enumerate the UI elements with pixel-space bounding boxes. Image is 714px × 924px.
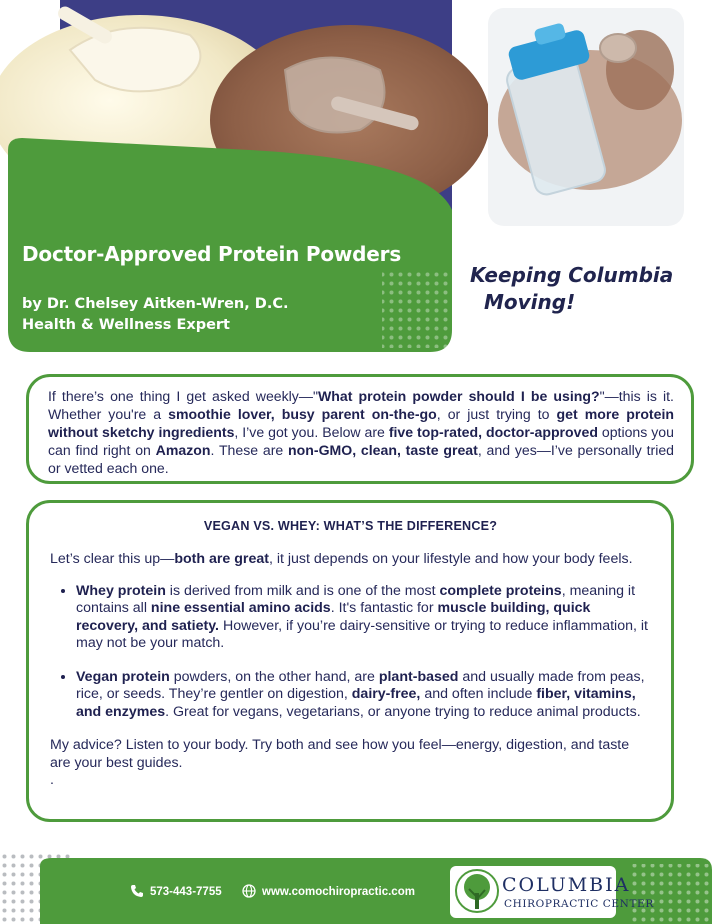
tagline — [470, 262, 700, 316]
whey-list-item: • Whey protein is derived from milk and is one of the most complete proteins, meaning it contains all nine essential amino acids. It's fantastic for muscle building, quick recovery, and satiety. However, if you’re dairy-sensitive or trying to reduce inflammation, it may not be your match. — [76, 583, 651, 653]
comparison-heading: VEGAN VS. WHEY: WHAT’S THE DIFFERENCE? — [203, 519, 498, 533]
comparison-lead: Let’s clear this up—both are great, it just depends on your lifestyle and how your body feels. — [50, 551, 633, 567]
globe-icon — [242, 884, 256, 898]
comparison-list — [50, 583, 651, 722]
intro-box — [26, 374, 694, 484]
trailing-dot: . — [50, 772, 54, 788]
intro-paragraph: If there’s one thing I get asked weekly—"What protein powder should I be using?"—this is it. Whether you're a smoothie lover, busy parent on-the-go, or just trying to get more protein without sketchy ingredients, I’ve got you. Below are five top-rated, doctor-approved options you can find right on Amazon. These are non-GMO, clean, taste great, and yes—I’ve personally tried or vetted each one. — [48, 388, 675, 476]
vegan-list-item: • Vegan protein powders, on the other hand, are plant-based and usually made from peas, rice, or seeds. They’re gentler on digestion, dairy-free, and often include fiber, vitamins, and enzymes. Great for vegans, vegetarians, or anyone trying to reduce animal products. — [76, 669, 651, 722]
website-link[interactable]: www.comochiropractic.com — [262, 886, 415, 898]
comparison-box — [26, 500, 674, 822]
tagline-line-2: Moving! — [484, 290, 576, 314]
footer-dot-pattern-right — [630, 864, 710, 924]
author-byline — [22, 294, 289, 336]
phone-icon — [130, 884, 144, 898]
author-role: Health & Wellness Expert — [22, 317, 230, 333]
logo-wordmark: COLUMBIA — [502, 874, 631, 896]
author-name: by Dr. Chelsey Aitken-Wren, D.C. — [22, 296, 289, 312]
article-title: Doctor-Approved Protein Powders — [22, 242, 402, 266]
brown-scoop-image — [285, 58, 385, 133]
phone-number[interactable]: 573-443-7755 — [150, 886, 222, 898]
tree-icon — [455, 869, 499, 915]
logo-subtitle: CHIROPRACTIC CENTER — [504, 898, 654, 910]
comparison-outro: My advice? Listen to your body. Try both and see how you feel—energy, digestion, and taste are your best guides. — [50, 737, 630, 771]
tagline-line-1: Keeping Columbia — [470, 263, 674, 287]
dot-pattern — [382, 268, 448, 348]
